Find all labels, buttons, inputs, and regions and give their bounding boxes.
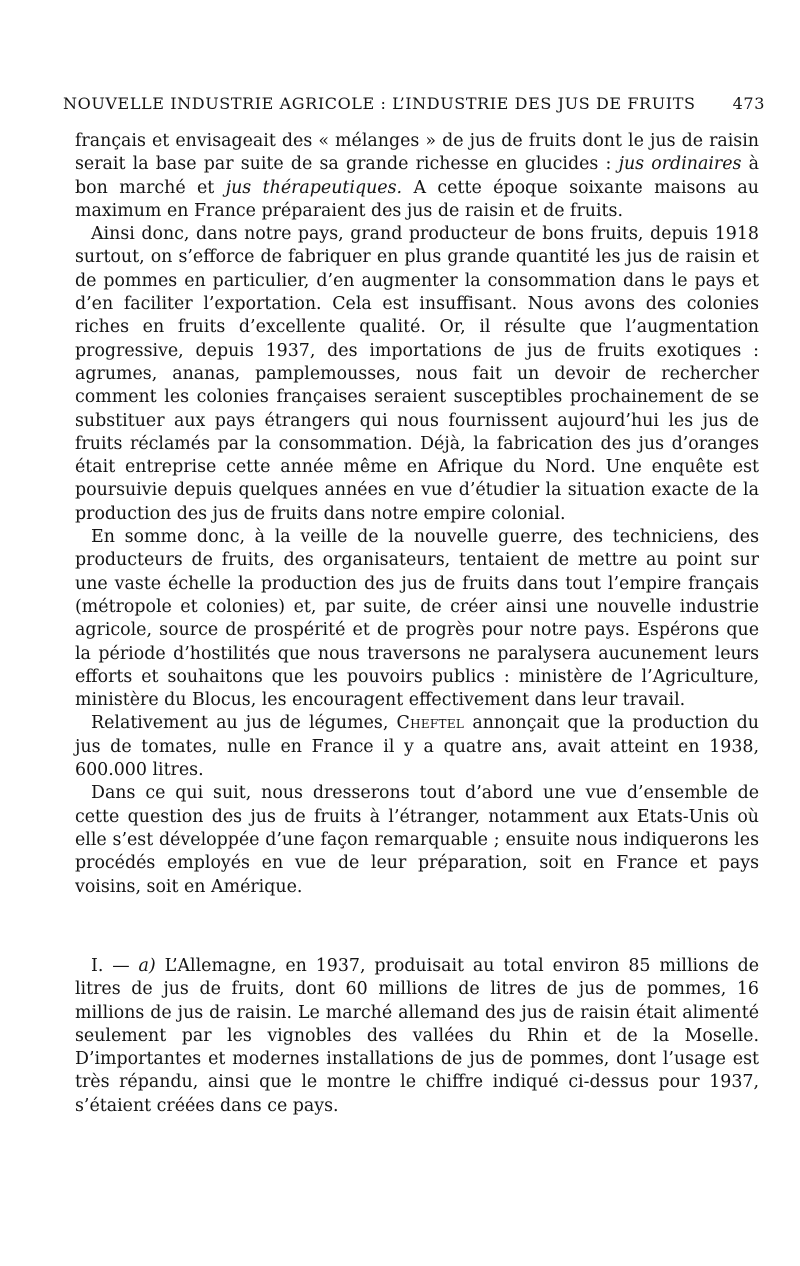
running-header bbox=[63, 94, 765, 114]
paragraph-6 bbox=[75, 955, 759, 1118]
body-text-section-1 bbox=[75, 955, 759, 1118]
p4-text-a: Relativement au jus de légumes, bbox=[91, 713, 397, 734]
running-title: NOUVELLE INDUSTRIE AGRICOLE : L’INDUSTRIE DES JUS DE FRUITS bbox=[63, 94, 696, 113]
paragraph-5: Dans ce qui suit, nous dresserons tout d’abord une vue d’ensemble de cette question des jus de fruits à l’étranger, notamment aux Etats-Unis où elle s’est développée d’une façon remarquable ; ensuite nous indiquerons les procédés employés en vue de leur préparation, soit en France et pays voisins, soit en Amérique. bbox=[75, 783, 759, 897]
section-number: I. — bbox=[91, 956, 139, 976]
paragraph-1 bbox=[75, 130, 759, 223]
paragraph-4 bbox=[75, 712, 759, 782]
p1-italic-ordinaires: jus ordinaires bbox=[618, 154, 742, 175]
p4-text-b: annonçait que la production du jus de tomates, nulle en France il y a quatre ans, avait atteint en 1938, 600.000 litres. bbox=[75, 713, 759, 781]
p1-text-e: A cette époque soixante maisons au maximum en France préparaient des jus de raisin et de fruits. bbox=[75, 177, 759, 221]
paragraph-3: En somme donc, à la veille de la nouvelle guerre, des techniciens, des producteurs de fruits, des organisateurs, tentaient de mettre au point sur une vaste échelle la production des jus de fruits dans tout l’empire français (métropole et colonies) et, par suite, de créer ainsi une nouvelle industrie agricole, source de prospérité et de progrès pour notre pays. Espérons que la période d’hostilités que nous traversons ne paralysera aucunement leurs efforts et souhaitons que les pouvoirs publics : ministère de l’Agriculture, ministère du Blocus, les encouragent effectivement dans leur travail. bbox=[75, 527, 759, 711]
p1-text-a: français et envisageait des « mélanges » de jus de fruits dont le jus de raisin serait la base par suite de sa grande richesse en glucides : bbox=[75, 131, 759, 175]
paragraph-2: Ainsi donc, dans notre pays, grand producteur de bons fruits, depuis 1918 surtout, on s’efforce de fabriquer en plus grande quantité les jus de raisin et de pommes en particulier, d’en augmenter la consommation dans le pays et d’en faciliter l’exportation. Cela est insuffisant. Nous avons des colonies riches en fruits d’excellente qualité. Or, il résulte que l’augmentation progressive, depuis 1937, des importations de jus de fruits exotiques : agrumes, ananas, pamplemousses, nous fait un devoir de rechercher comment les colonies françaises seraient susceptibles prochainement de se substituer aux pays étrangers qui nous fournissent aujourd’hui les jus de fruits réclamés par la consommation. Déjà, la fabrication des jus d’oranges était entreprise cette année même en Afrique du Nord. Une enquête est poursuivie depuis quelques années en vue d’étudier la situation exacte de la production des jus de fruits dans notre empire colonial. bbox=[75, 224, 759, 524]
p4-author-name: Cheftel bbox=[396, 713, 465, 734]
page-number: 473 bbox=[732, 94, 765, 113]
p6-text: L’Allemagne, en 1937, produisait au total environ 85 millions de litres de jus de fruits, dont 60 millions de litres de jus de pommes, 16 millions de jus de raisin. Le marché allemand des jus de raisin était alimenté seulement par les vignobles des vallées du Rhin et de la Moselle. D’importantes et modernes installations de jus de pommes, dont l’usage est très répandu, ainsi que le montre le chiffre indiqué ci-dessus pour 1937, s’étaient créées dans ce pays. bbox=[75, 956, 759, 1116]
body-text-main bbox=[75, 130, 759, 899]
subsection-label: a) bbox=[138, 956, 156, 976]
p1-italic-therapeutiques: jus thérapeutiques. bbox=[225, 177, 403, 198]
p1-text-c: à bon marché et bbox=[75, 154, 759, 198]
